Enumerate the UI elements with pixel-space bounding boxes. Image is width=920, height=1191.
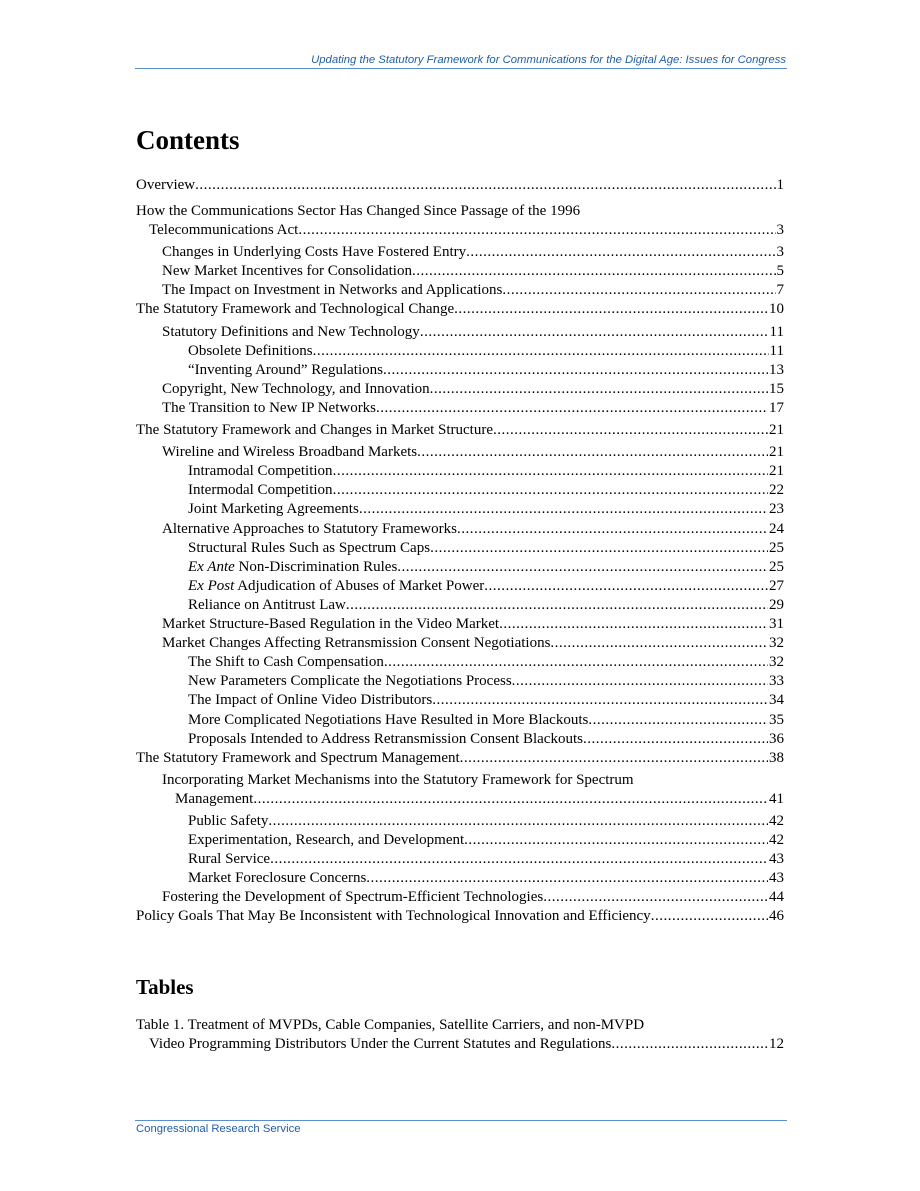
toc-entry-title: [162, 520, 457, 539]
toc-leader-dots: [270, 850, 768, 869]
toc-entry-title: [188, 342, 313, 361]
toc-page-number: 15: [769, 380, 784, 397]
toc-entry-title: [162, 615, 499, 634]
running-header: Updating the Statutory Framework for Communications for the Digital Age: Issues for Congress: [311, 54, 786, 66]
toc-leader-dots: [397, 558, 768, 577]
toc-entry[interactable]: [136, 749, 784, 768]
toc-page-number: 24: [769, 520, 784, 537]
toc-entry[interactable]: [136, 869, 784, 888]
toc-entry-title: [188, 711, 588, 730]
toc-entry-title: [162, 243, 466, 262]
toc-entry[interactable]: [136, 300, 784, 319]
toc-page-number: 42: [769, 831, 784, 848]
toc-entry[interactable]: [136, 615, 784, 634]
toc-entry-title-text: Structural Rules Such as Spectrum Caps: [188, 539, 431, 556]
toc-leader-dots: [313, 342, 769, 361]
toc-page-number: 36: [769, 730, 784, 747]
toc-entry[interactable]: [136, 462, 784, 481]
toc-entry-title-text: “Inventing Around” Regulations: [188, 361, 383, 378]
footer-rule: [135, 1120, 787, 1121]
toc-entry-title: [188, 577, 484, 596]
toc-entry-title-text: More Complicated Negotiations Have Resulted in More Blackouts: [188, 711, 589, 728]
toc-entry-title-text: The Impact of Online Video Distributors: [188, 692, 433, 709]
toc-entry-title-text: Market Foreclosure Concerns: [188, 870, 367, 887]
toc-entry[interactable]: [136, 730, 784, 749]
toc-page-number: 12: [769, 1036, 784, 1052]
toc-leader-dots: [499, 615, 768, 634]
toc-leader-dots: [412, 262, 776, 281]
toc-entry-title-text: Market Changes Affecting Retransmission Consent Negotiations: [162, 635, 551, 652]
toc-entry[interactable]: [136, 262, 784, 281]
toc-leader-dots: [420, 323, 769, 342]
toc-entry[interactable]: [136, 281, 784, 300]
toc-entry-title: [188, 558, 397, 577]
toc-entry[interactable]: [136, 500, 784, 519]
toc-leader-dots: [466, 243, 775, 262]
toc-leader-dots: [493, 421, 768, 440]
toc-page-number: 7: [776, 282, 784, 299]
toc-page-number: 1: [776, 177, 784, 193]
toc-entry-title-text: New Parameters Complicate the Negotiations Process: [188, 673, 512, 690]
toc-entry-title-text: Overview: [136, 177, 196, 193]
toc-entry-title: [162, 262, 412, 281]
toc-entry-title: [136, 176, 195, 195]
toc-entry-title: [188, 653, 384, 672]
toc-entry-title-text: Public Safety: [188, 812, 269, 829]
toc-entry-title-text: Management: [175, 790, 254, 807]
toc-page-number: 44: [769, 889, 784, 906]
toc-leader-dots: [432, 691, 768, 710]
toc-page-number: 23: [769, 501, 784, 518]
toc-entry-title: [162, 323, 420, 342]
toc-leader-dots: [430, 380, 768, 399]
toc-entry-title-text: Obsolete Definitions: [188, 342, 313, 359]
toc-leader-dots: [298, 221, 775, 240]
toc-entry-title-text: Telecommunications Act: [149, 222, 299, 239]
header-rule: [135, 68, 787, 69]
toc-entry-title-line1: Incorporating Market Mechanisms into the Statutory Framework for Spectrum: [162, 771, 634, 788]
toc-entry-title-text: Rural Service: [188, 851, 271, 867]
toc-entry[interactable]: [136, 342, 784, 361]
toc-page-number: 5: [776, 263, 784, 280]
toc-entry-title: [162, 634, 550, 653]
toc-entry-title: [188, 850, 270, 869]
toc-entry-title: [149, 1035, 611, 1054]
toc-leader-dots: [550, 634, 768, 653]
toc-entry-title-text: Video Programming Distributors Under the Current Statutes and Regulations: [149, 1036, 612, 1052]
toc-page-number: 21: [769, 422, 784, 438]
toc-entry[interactable]: [136, 907, 784, 926]
toc-page-number: 3: [776, 244, 784, 261]
toc-leader-dots: [366, 869, 768, 888]
toc-entry[interactable]: [136, 711, 784, 730]
toc-entry-title-text: Joint Marketing Agreements: [188, 501, 359, 518]
toc-entry-title-text: Changes in Underlying Costs Have Fostered Entry: [162, 244, 467, 261]
toc-leader-dots: [346, 596, 768, 615]
toc-leader-dots: [454, 300, 768, 319]
toc-entry[interactable]: [136, 596, 784, 615]
toc-entry[interactable]: [136, 399, 784, 418]
toc-entry-title: [162, 888, 543, 907]
toc-leader-dots: [460, 749, 768, 768]
toc-entry[interactable]: [136, 481, 784, 500]
toc-leader-dots: [268, 812, 768, 831]
toc-page-number: 32: [769, 635, 784, 652]
toc-leader-dots: [651, 907, 768, 926]
toc-entry-title-text: The Statutory Framework and Spectrum Management: [136, 749, 460, 766]
toc-entry-title-text: Proposals Intended to Address Retransmission Consent Blackouts: [188, 730, 583, 747]
toc-entry-title-text: Reliance on Antitrust Law: [188, 596, 346, 613]
toc-leader-dots: [588, 711, 768, 730]
toc-entry-title: [188, 596, 346, 615]
toc-entry[interactable]: [136, 771, 784, 809]
toc-entry-title: [188, 831, 464, 850]
toc-entry-title-text: The Statutory Framework and Changes in Market Structure: [136, 422, 493, 438]
toc-entry-title-text: The Shift to Cash Compensation: [188, 654, 384, 671]
toc-entry-title: [188, 730, 583, 749]
running-footer: Congressional Research Service: [136, 1123, 301, 1135]
toc-entry[interactable]: [136, 380, 784, 399]
toc-leader-dots: [384, 653, 768, 672]
toc-entry-title: [188, 361, 383, 380]
toc-page-number: 21: [769, 444, 784, 461]
toc-entry-title-text: The Statutory Framework and Technological Change: [136, 301, 455, 318]
toc-entry[interactable]: [136, 888, 784, 907]
toc-page-number: 11: [769, 342, 784, 359]
toc-leader-dots: [457, 520, 768, 539]
toc-entry-title: [188, 812, 268, 831]
toc-leader-dots: [430, 539, 768, 558]
toc-leader-dots: [611, 1035, 768, 1054]
toc-entry[interactable]: [136, 691, 784, 710]
toc-page-number: 10: [769, 301, 784, 318]
toc-entry-title-text: The Impact on Investment in Networks and Applications: [162, 282, 503, 299]
toc-entry-title-text: Policy Goals That May Be Inconsistent with Technological Innovation and Efficiency: [136, 908, 651, 925]
toc-leader-dots: [333, 462, 768, 481]
toc-page-number: 22: [769, 482, 784, 499]
toc-leader-dots: [253, 790, 768, 809]
toc-page-number: 46: [769, 908, 784, 925]
toc-entry-title-italic: Ex Ante: [188, 558, 235, 575]
toc-entry-title-text: Market Structure-Based Regulation in the Video Market: [162, 616, 500, 632]
toc-entry[interactable]: [136, 850, 784, 869]
toc-page-number: 29: [769, 596, 784, 613]
toc-page-number: 43: [769, 851, 784, 867]
toc-entry-title-line1: How the Communications Sector Has Changed Since Passage of the 1996: [136, 203, 581, 220]
toc-entry-title-line1: Table 1. Treatment of MVPDs, Cable Companies, Satellite Carriers, and non-MVPD: [136, 1017, 645, 1033]
toc-leader-dots: [484, 577, 768, 596]
toc-page-number: 35: [769, 711, 784, 728]
toc-entry-title-text: Fostering the Development of Spectrum-Efficient Technologies: [162, 889, 544, 906]
toc-page-number: 34: [769, 692, 784, 709]
toc-page-number: 32: [769, 654, 784, 671]
toc-leader-dots: [583, 730, 768, 749]
toc-entry[interactable]: [136, 361, 784, 380]
toc-entry-title: [188, 539, 430, 558]
toc-entry[interactable]: [136, 558, 784, 577]
toc-entry-title-text: The Transition to New IP Networks: [162, 399, 377, 416]
toc-leader-dots: [543, 888, 768, 907]
toc-entry-title: [188, 462, 333, 481]
toc-page-number: 42: [769, 812, 784, 829]
toc-entry-title: [188, 869, 366, 888]
toc-leader-dots: [464, 831, 768, 850]
toc-page-number: 17: [769, 399, 784, 416]
toc-entry-title: [188, 691, 432, 710]
toc-entry-title-text: New Market Incentives for Consolidation: [162, 263, 412, 280]
toc-entry[interactable]: [136, 634, 784, 653]
toc-entry-title: [188, 672, 512, 691]
toc-page-number: 33: [769, 673, 784, 690]
toc-leader-dots: [502, 281, 775, 300]
contents-heading: Contents: [136, 125, 240, 155]
toc-entry-title-text: Intramodal Competition: [188, 463, 333, 480]
toc-entry-title: [136, 300, 454, 319]
toc-page-number: 27: [769, 577, 784, 594]
toc-entry[interactable]: [136, 672, 784, 691]
toc-leader-dots: [333, 481, 768, 500]
toc-leader-dots: [383, 361, 768, 380]
tables-heading: Tables: [136, 975, 194, 999]
toc-entry-title-text: Intermodal Competition: [188, 482, 333, 499]
toc-page-number: 13: [769, 361, 784, 378]
toc-entry[interactable]: [136, 520, 784, 539]
toc-page-number: 25: [769, 558, 784, 575]
toc-entry-title-text: Copyright, New Technology, and Innovation: [162, 380, 430, 397]
toc-page-number: 25: [769, 539, 784, 556]
toc-entry[interactable]: [136, 831, 784, 850]
toc-leader-dots: [376, 399, 768, 418]
toc-entry-title-text: Statutory Definitions and New Technology: [162, 323, 420, 340]
toc-entry[interactable]: [136, 443, 784, 462]
toc-entry-title-text: Alternative Approaches to Statutory Frameworks: [162, 520, 457, 537]
toc-entry-title-text: Experimentation, Research, and Development: [188, 831, 465, 848]
toc-page-number: 38: [769, 749, 784, 766]
toc-entry[interactable]: [136, 653, 784, 672]
toc-page-number: 21: [769, 463, 784, 480]
toc-entry[interactable]: [136, 176, 784, 195]
toc-entry-title: [136, 907, 651, 926]
toc-entry-title-text: Wireline and Wireless Broadband Markets: [162, 444, 418, 461]
toc-entry-title-italic: Ex Post: [188, 577, 235, 594]
toc-leader-dots: [512, 672, 768, 691]
toc-page-number: 43: [769, 870, 784, 887]
toc-entry[interactable]: [136, 323, 784, 342]
toc-page-number: 41: [769, 790, 784, 807]
toc-entry[interactable]: [136, 812, 784, 831]
toc-entry-title-text: Adjudication of Abuses of Market Power: [237, 577, 485, 594]
toc-entry[interactable]: [136, 202, 784, 240]
toc-entry-title: [136, 749, 460, 768]
toc-entry-title-text: Non-Discrimination Rules: [238, 558, 398, 575]
toc-entry[interactable]: [136, 1016, 784, 1054]
toc-entry-title: [188, 500, 359, 519]
toc-leader-dots: [195, 176, 775, 195]
toc-page-number: 31: [769, 616, 784, 632]
toc-page-number: 3: [776, 222, 784, 239]
toc-entry-title: [188, 481, 333, 500]
toc-entry[interactable]: [136, 539, 784, 558]
toc-leader-dots: [417, 443, 768, 462]
toc-entry-title: [136, 421, 493, 440]
toc-entry-title: [162, 281, 502, 300]
toc-entry-title: [149, 221, 298, 240]
toc-entry-title: [175, 790, 253, 809]
toc-entry[interactable]: [136, 243, 784, 262]
toc-entry-title: [162, 380, 430, 399]
toc-entry[interactable]: [136, 577, 784, 596]
toc-entry-title: [162, 443, 417, 462]
toc-entry[interactable]: [136, 421, 784, 440]
toc-entry-title: [162, 399, 376, 418]
toc-page-number: 11: [769, 323, 784, 340]
toc-leader-dots: [359, 500, 768, 519]
